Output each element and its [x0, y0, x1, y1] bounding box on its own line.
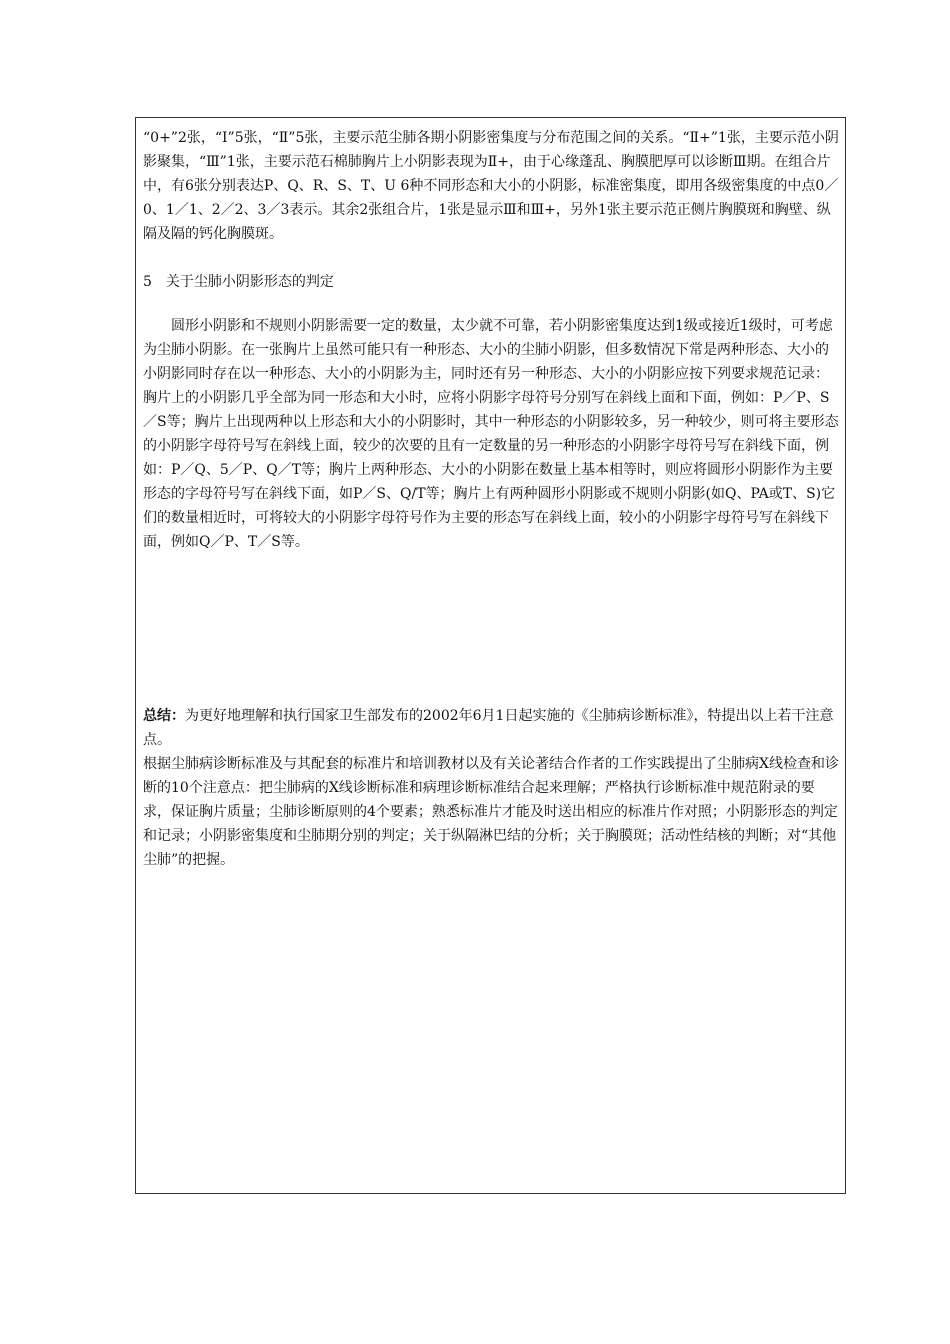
summary-text: 为更好地理解和执行国家卫生部发布的2002年6月1日起实施的《尘肺病诊断标准》，特提出以上若干注意点。: [143, 708, 834, 748]
section-5-heading: 5 关于尘肺小阴影形态的判定: [143, 274, 334, 290]
summary-paragraph: 根据尘肺病诊断标准及与其配套的标准片和培训教材以及有关论著结合作者的工作实践提出了尘肺病X线检查和诊断的10个注意点：把尘肺病的X线诊断标准和病理诊断标准结合起来理解；严格执行诊断标准中规范附录的要求，保证胸片质量；尘肺诊断原则的4个要素；熟悉标准片才能及时送出相应的标准片作对照；小阴影形态的判定和记录；小阴影密集度和尘肺期分别的判定；关于纵隔淋巴结的分析；关于胸膜斑；活动性结核的判断；对“其他尘肺”的把握。: [143, 756, 839, 868]
spacer: [143, 294, 839, 314]
spacer: [143, 246, 839, 270]
document-body: [143, 126, 839, 872]
spacer: [143, 554, 839, 704]
summary-line: [143, 704, 839, 752]
intro-paragraph: “0+”2张，“Ⅰ”5张，“Ⅱ”5张，主要示范尘肺各期小阴影密集度与分布范围之间的关系。“Ⅱ+”1张，主要示范小阴影聚集，“Ⅲ”1张，主要示范石棉肺胸片上小阴影表现为Ⅱ+，由于心缘蓬乱、胸膜肥厚可以诊断Ⅲ期。在组合片中，有6张分别表达P、Q、R、S、T、U 6种不同形态和大小的小阴影，标准密集度，即用各级密集度的中点0／0、1／1、2／2、3／3表示。其余2张组合片，1张是显示Ⅲ和Ⅲ+，另外1张主要示范正侧片胸膜斑和胸壁、纵隔及隔的钙化胸膜斑。: [143, 130, 839, 242]
summary-label: 总结：: [143, 708, 185, 724]
section-5-paragraph: 圆形小阴影和不规则小阴影需要一定的数量，太少就不可靠，若小阴影密集度达到1级或接近1级时，可考虑为尘肺小阴影。在一张胸片上虽然可能只有一种形态、大小的尘肺小阴影，但多数情况下常是两种形态、大小的小阴影同时存在以一种形态、大小的小阴影为主，同时还有另一种形态、大小的小阴影应按下列要求规范记录：胸片上的小阴影几乎全部为同一形态和大小时，应将小阴影字母符号分别写在斜线上面和下面，例如：P／P、S／S等；胸片上出现两种以上形态和大小的小阴影时，其中一种形态的小阴影较多，另一种较少，则可将主要形态的小阴影字母符号写在斜线上面，较少的次要的且有一定数量的另一种形态的小阴影字母符号写在斜线下面，例如：P／Q、5／P、Q／T等；胸片上两种形态、大小的小阴影在数量上基本相等时，则应将圆形小阴影作为主要形态的字母符号写在斜线下面，如P／S、Q/T等；胸片上有两种圆形小阴影或不规则小阴影(如Q、PA或T、S)它们的数量相近时，可将较大的小阴影字母符号作为主要的形态写在斜线上面，较小的小阴影字母符号写在斜线下面，例如Q／P、T／S等。: [143, 318, 839, 550]
